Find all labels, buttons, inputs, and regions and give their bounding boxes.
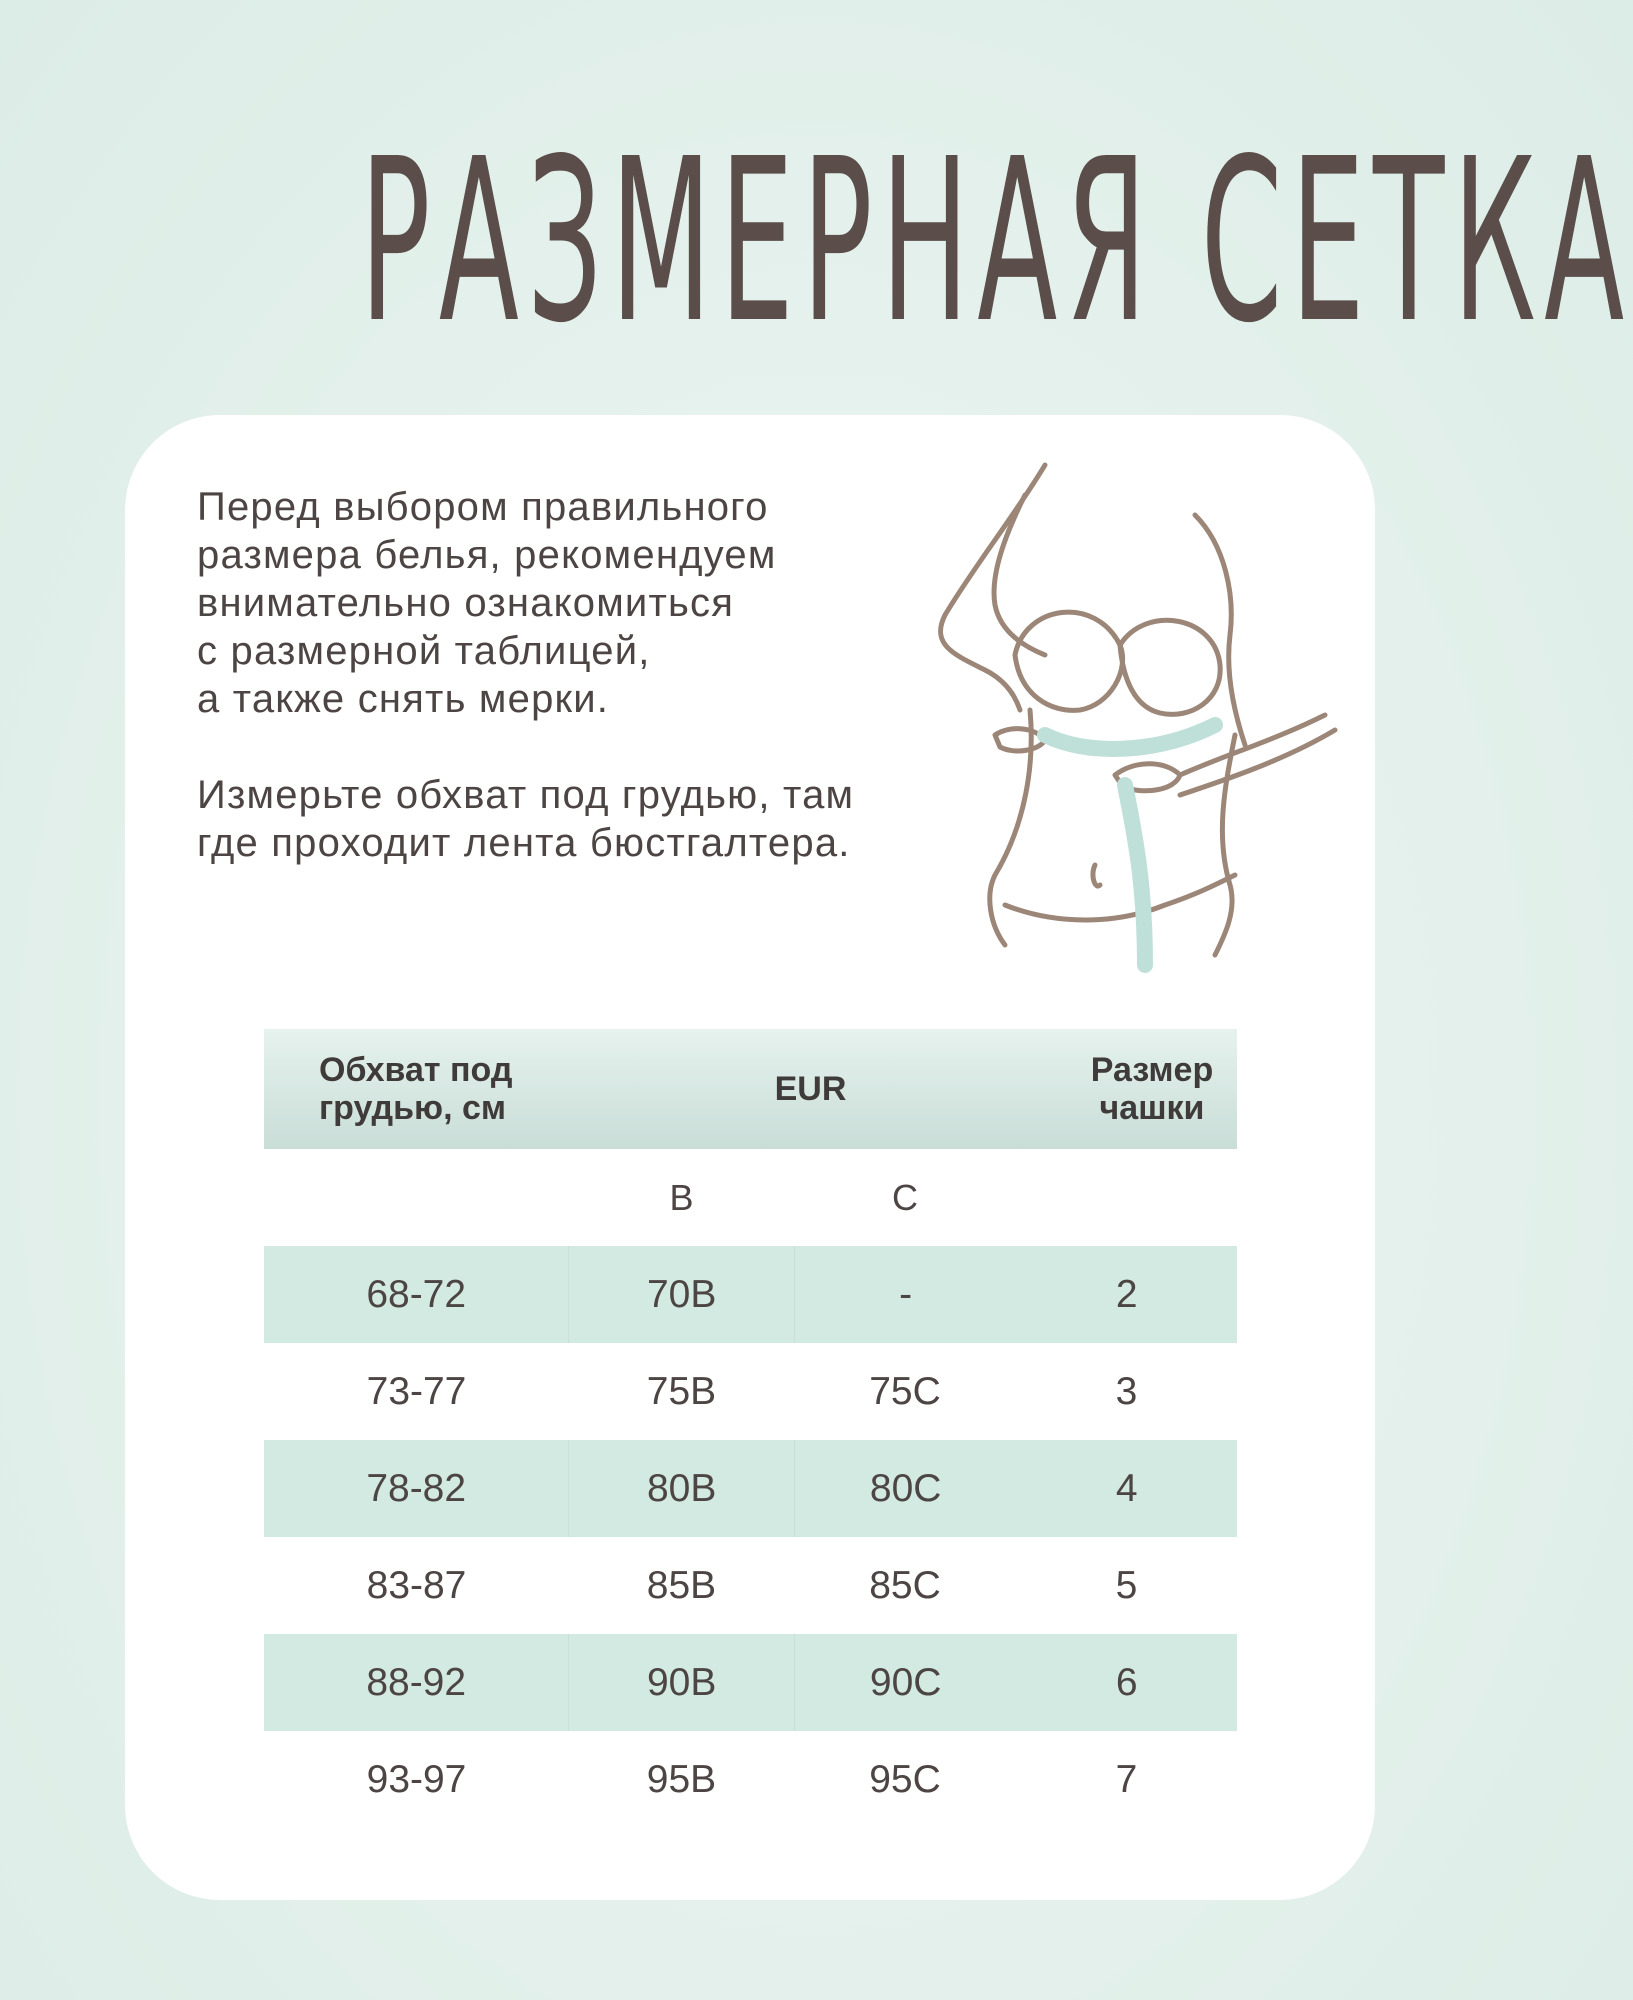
cell-cup: 4: [1115, 1466, 1138, 1510]
table-row: [264, 1343, 1237, 1440]
cell-underbust: 78-82: [264, 1440, 569, 1537]
header-eur: EUR: [774, 1070, 847, 1108]
cell-cup: 5: [1115, 1563, 1138, 1607]
size-guide-card: [125, 415, 1375, 1900]
cell-eur-c: 75C: [869, 1369, 941, 1413]
table-row: [264, 1440, 1237, 1537]
cell-underbust: 93-97: [366, 1757, 467, 1801]
cell-eur-c: 80C: [869, 1466, 942, 1510]
subheader-c: C: [892, 1176, 918, 1218]
table-header: [264, 1029, 1237, 1149]
header-underbust: Обхват под грудью, см: [319, 1051, 513, 1127]
cell-underbust: 68-72: [264, 1246, 569, 1343]
cell-eur-b: 70B: [569, 1246, 795, 1343]
intro-paragraph-2: Измерьте обхват под грудью, там где проходит лента бюстгалтера.: [197, 773, 855, 865]
cell-eur-c: 90C: [869, 1660, 942, 1704]
page-title: РАЗМЕРНАЯ СЕТКА: [360, 111, 1633, 373]
cell-eur-c: 95C: [869, 1757, 941, 1801]
header-cup-size: Размер чашки: [1090, 1051, 1214, 1127]
cell-eur-b: 80B: [569, 1440, 795, 1537]
cell-eur-c: -: [899, 1272, 913, 1316]
body-measuring-tape-icon: [895, 455, 1355, 975]
cell-eur-b: 75B: [646, 1369, 717, 1413]
cell-eur-c: 85C: [869, 1563, 941, 1607]
cell-cup: 3: [1115, 1369, 1138, 1413]
size-table: [264, 1029, 1237, 1828]
cell-eur-b: 85B: [646, 1563, 717, 1607]
subheader-b: B: [669, 1176, 694, 1218]
cell-cup: 2: [1115, 1272, 1138, 1316]
intro-paragraph-1: Перед выбором правильного размера белья, рекомендуем внимательно ознакомиться с размерной таблицей, а также снять мерки.: [197, 485, 777, 721]
cell-eur-b: 90B: [569, 1634, 795, 1731]
cell-underbust: 83-87: [366, 1563, 467, 1607]
table-row: [264, 1537, 1237, 1634]
cell-underbust: 73-77: [366, 1369, 467, 1413]
table-subheader: [264, 1149, 1237, 1246]
table-row: [264, 1246, 1237, 1343]
intro-text: [197, 483, 957, 867]
table-row: [264, 1634, 1237, 1731]
cell-eur-b: 95B: [646, 1757, 717, 1801]
cell-cup: 6: [1115, 1660, 1138, 1704]
cell-cup: 7: [1115, 1757, 1138, 1801]
table-row: [264, 1731, 1237, 1828]
cell-underbust: 88-92: [264, 1634, 569, 1731]
